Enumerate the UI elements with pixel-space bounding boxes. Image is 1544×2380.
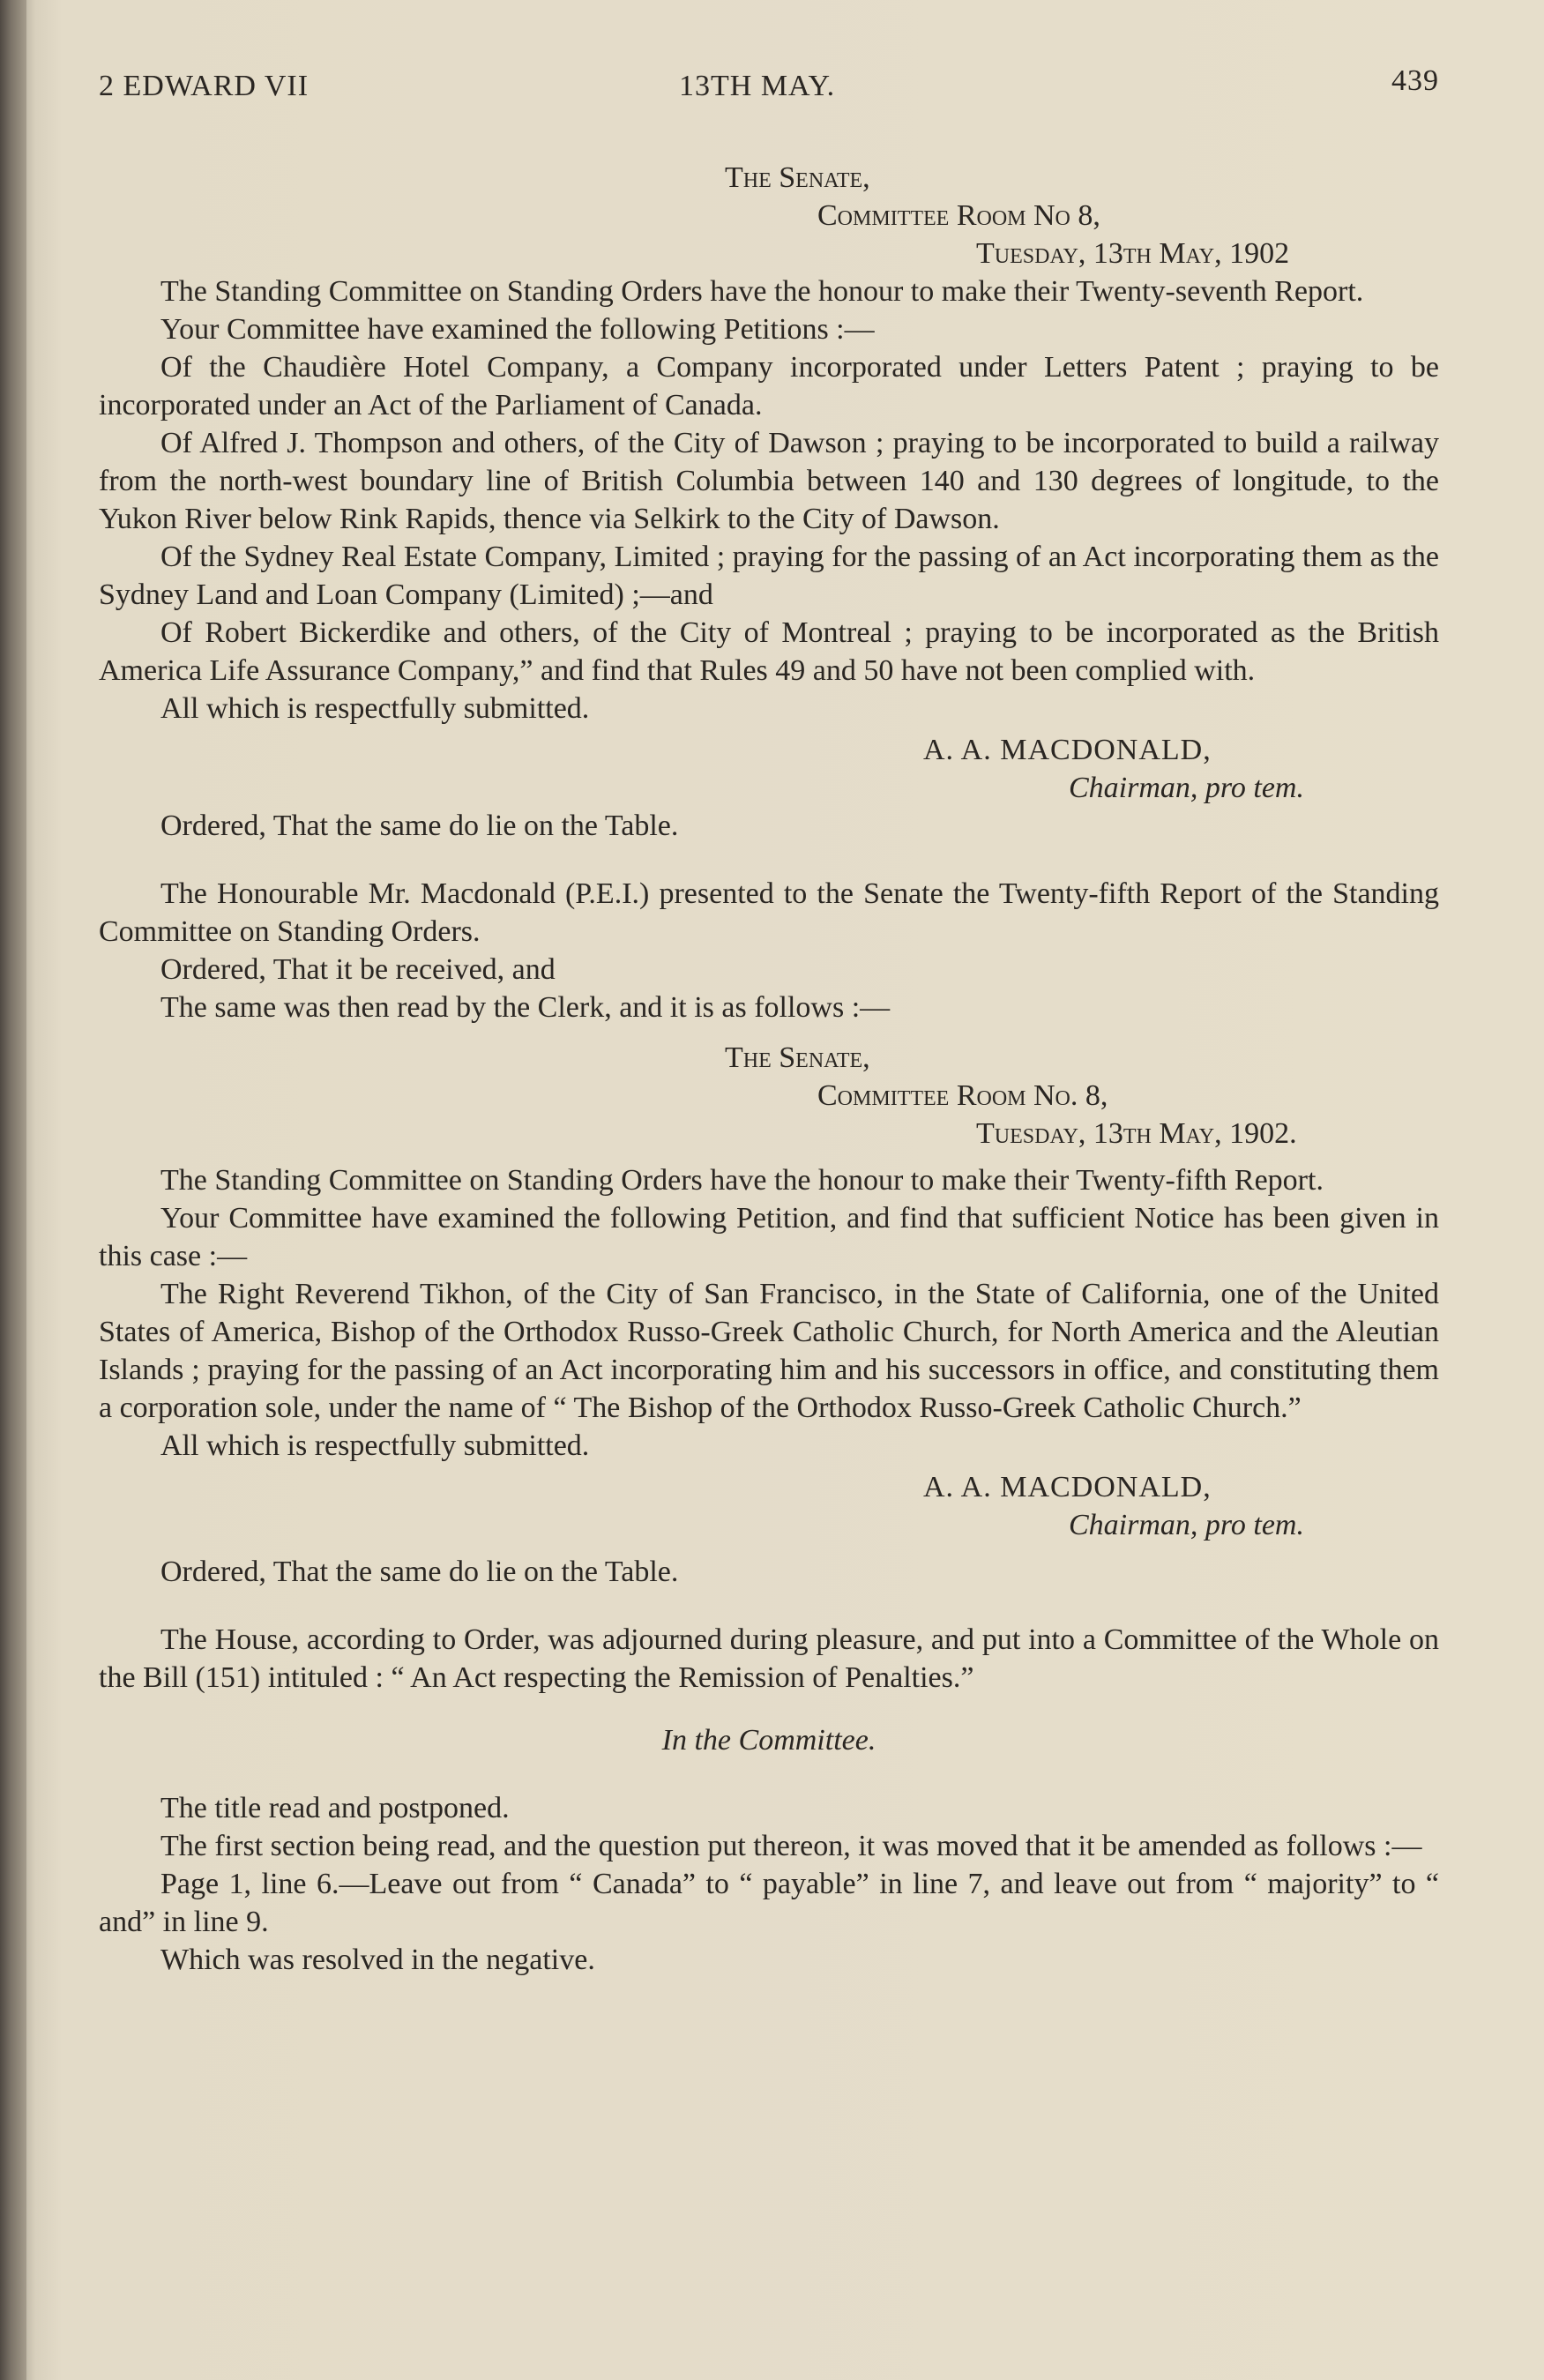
page-content — [99, 62, 1439, 1979]
report2-order: Ordered, That the same do lie on the Table. — [160, 1556, 679, 1588]
report2-paragraph: Your Committee have examined the following Petition, and find that sufficient Notice has been given in this case :— — [99, 1202, 1439, 1272]
report1-paragraph: Of the Sydney Real Estate Company, Limited ; praying for the passing of an Act incorporating them as the Sydney Land and Loan Company (Limited) ;—and — [99, 541, 1439, 611]
report1-paragraph: Your Committee have examined the following Petitions :— — [160, 313, 875, 346]
presented-paragraph: The Honourable Mr. Macdonald (P.E.I.) presented to the Senate the Twenty-fifth Report of the Standing Committee on Standing Orders. — [99, 877, 1439, 948]
house-paragraph: The House, according to Order, was adjourned during pleasure, and put into a Committee of the Whole on the Bill (151) intituled : “ An Act respecting the Remission of Penalties.” — [99, 1623, 1439, 1694]
report2-paragraph: The Right Reverend Tikhon, of the City of San Francisco, in the State of California, one of the United States of America, Bishop of the Orthodox Russo-Greek Catholic Church, for North America and the Aleutian Islands ; praying for the passing of an Act incorporating him and his successors in office, and constituting them a corporation sole, under the name of “ The Bishop of the Orthodox Russo-Greek Catholic Church.” — [99, 1278, 1439, 1424]
committee-paragraph: The title read and postponed. — [160, 1792, 510, 1824]
book-spine-shadow — [0, 0, 26, 2380]
report1-body — [99, 272, 1439, 727]
report1-order: Ordered, That the same do lie on the Table. — [160, 809, 679, 842]
running-header — [99, 62, 1439, 115]
report2-heading-senate: The Senate, — [725, 1041, 870, 1074]
report1-heading-date: Tuesday, 13th May, 1902 — [976, 237, 1290, 270]
report2-signature-title: Chairman, pro tem. — [1069, 1509, 1304, 1541]
report2-signature-name: A. A. MACDONALD, — [923, 1471, 1212, 1503]
committee-title: In the Committee. — [661, 1724, 876, 1757]
report2-signature — [99, 1468, 1439, 1544]
read-paragraph: The same was then read by the Clerk, and it is as follows :— — [160, 991, 891, 1024]
report1-signature-title: Chairman, pro tem. — [1069, 772, 1304, 804]
report2-heading-room: Committee Room No. 8, — [817, 1079, 1108, 1112]
page-number: 439 — [1391, 64, 1439, 97]
committee-paragraph: Page 1, line 6.—Leave out from “ Canada” to “ payable” in line 7, and leave out from “ majority” to “ and” in line 9. — [99, 1868, 1439, 1938]
header-regnal-year: 2 EDWARD VII — [99, 70, 310, 102]
report2-heading — [99, 1039, 1439, 1153]
report1-heading — [99, 159, 1439, 272]
report1-paragraph: Of Alfred J. Thompson and others, of the City of Dawson ; praying to be incorporated to build a railway from the north-west boundary line of British Columbia between 140 and 130 degrees of longitude, to the Yukon River below Rink Rapids, thence via Selkirk to the City of Dawson. — [99, 427, 1439, 535]
report1-paragraph: All which is respectfully submitted. — [160, 692, 590, 725]
received-paragraph: Ordered, That it be received, and — [160, 953, 556, 986]
report1-paragraph: Of Robert Bickerdike and others, of the City of Montreal ; praying to be incorporated as the British America Life Assurance Company,” and find that Rules 49 and 50 have not been complied with. — [99, 616, 1439, 687]
report2-body — [99, 1161, 1439, 1465]
report1-paragraph: Of the Chaudière Hotel Company, a Company incorporated under Letters Patent ; praying to be incorporated under an Act of the Parliament of Canada. — [99, 351, 1439, 422]
committee-paragraph: The first section being read, and the question put thereon, it was moved that it be amended as follows :— — [160, 1830, 1422, 1862]
report1-signature — [99, 731, 1439, 807]
report2-heading-date: Tuesday, 13th May, 1902. — [976, 1117, 1297, 1150]
report2-paragraph: All which is respectfully submitted. — [160, 1429, 590, 1462]
report1-signature-name: A. A. MACDONALD, — [923, 734, 1212, 766]
committee-body — [99, 1789, 1439, 1979]
report1-heading-room: Committee Room No 8, — [817, 199, 1100, 232]
report1-paragraph: The Standing Committee on Standing Orders have the honour to make their Twenty-seventh Report. — [160, 275, 1364, 308]
report2-paragraph: The Standing Committee on Standing Orders have the honour to make their Twenty-fifth Report. — [160, 1164, 1324, 1197]
committee-paragraph: Which was resolved in the negative. — [160, 1944, 595, 1976]
report1-heading-senate: The Senate, — [725, 161, 870, 194]
header-date: 13TH MAY. — [679, 70, 836, 102]
